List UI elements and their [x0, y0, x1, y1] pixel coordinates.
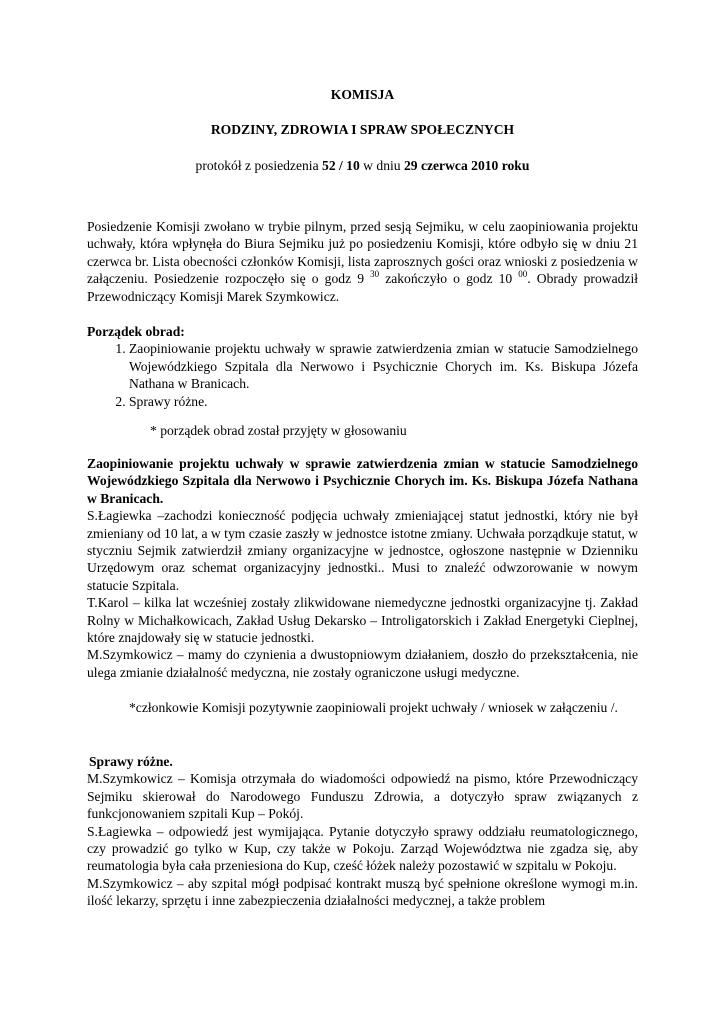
committee-name: RODZINY, ZDROWIA I SPRAW SPOŁECZNYCH: [210, 122, 515, 137]
section-heading: Zaopiniowanie projektu uchwały w sprawie zatwierdzenia zmian w statucie Samodzielnego Wojewódzkiego Szpitala dla Nerwowo i Psychicznie Chorych im. Ks. Biskupa Józefa Nathana w Branicach.: [87, 456, 638, 506]
start-time-minutes: 30: [370, 268, 380, 279]
agenda-item: 1. Zaopiniowanie projektu uchwały w sprawie zatwierdzenia zmian w statucie Samodzielnego Wojewódzkiego Szpitala dla Nerwowo i Psychicznie Chorych im. Ks. Biskupa Józefa Nathana w Branicach.: [129, 340, 638, 392]
statement-paragraph: M.Szymkowicz – aby szpital mógł podpisać kontrakt muszą być spełnione określone wymogi m.in. ilość lekarzy, sprzętu i inne zabezpieczenia działalności medycznej, a także problem: [87, 875, 638, 909]
intro-text-1: Posiedzenie Komisji zwołano w trybie pilnym, przed sesją Sejmiku, w celu zaopiniowania projektu uchwały, która wpłynęła do Biura Sejmiku już po posiedzeniu Komisji, które odbyło się w dniu 21 czerwca br. Lista obecności członków Komisji, lista zaprosznych gości oraz wnioski z posiedzenia w załączeniu. Posiedzenie rozpoczęło się o godz 9: [87, 219, 638, 287]
statement-paragraph: S.Łagiewka –zachodzi konieczność podjęcia uchwały zmieniającej statut jednostki, który nie był zmieniany od 10 lat, a w tym czasie zaszły w jednostce istotne zmiany. Uchwała porządkuje statut, w styczniu Sejmik zatwierdził zmiany organizacyjne w jednostce, ogłoszone następnie w Dzienniku Urzędowym oraz schemat organizacyjny jednostki.. Musi to znaleźć odwzorowanie w nowym statucie Szpitala.: [87, 508, 638, 593]
section-statute: [87, 455, 638, 717]
agenda: [87, 323, 638, 439]
protocol-mid: w dniu: [359, 158, 404, 173]
document-title: KOMISJA: [330, 87, 395, 102]
section-heading: Sprawy różne.: [89, 754, 173, 769]
section-other-matters: [87, 753, 638, 910]
agenda-item: 2. Sprawy różne.: [129, 393, 638, 410]
agenda-list: [87, 340, 638, 410]
protocol-date: 29 czerwca 2010 roku: [403, 158, 530, 173]
intro-paragraph: [87, 218, 638, 305]
agenda-note: * porządek obrad został przyjęty w głosowaniu: [150, 423, 407, 439]
statement-paragraph: M.Szymkowicz – mamy do czynienia a dwustopniowym działaniem, doszło do przekształcenia, nie ulega zmianie działalność medyczna, nie zostały ograniczone usługi medyczne.: [87, 647, 638, 680]
statement-paragraph: S.Łagiewka – odpowiedź jest wymijająca. Pytanie dotyczyło sprawy oddziału reumatologicznego, czy prowadzić go tylko w Kup, czy także w Pokoju. Zarząd Województwa nie zgadza się, aby reumatologia była cała przeniesiona do Kup, cześć łóżek należy pozostawić w szpitalu w Pokoju.: [87, 823, 638, 874]
protocol-number: 52 / 10: [322, 158, 360, 173]
protocol-line: [87, 158, 638, 174]
protocol-prefix: protokół z posiedzenia: [195, 158, 323, 173]
intro-text-3: . Obrady prowadził Przewodniczący Komisji Marek Szymkowicz.: [87, 271, 638, 304]
agenda-heading: Porządek obrad:: [87, 324, 185, 339]
opinion-note: *członkowie Komisji pozytywnie zaopiniowali projekt uchwały / wniosek w załączeniu /.: [129, 700, 618, 716]
statement-paragraph: T.Karol – kilka lat wcześniej zostały zlikwidowane niemedyczne jednostki organizacyjne tj. Zakład Rolny w Michałkowicach, Zakład Usług Dekarsko – Introligatorskich i Zakład Energetyki Cieplnej, które znajdowały się w statucie jednostki.: [87, 595, 638, 646]
intro-text-2: zakończyło o godz 10: [379, 271, 519, 287]
end-time-minutes: 00: [518, 268, 528, 279]
statement-paragraph: M.Szymkowicz – Komisja otrzymała do wiadomości odpowiedź na pismo, które Przewodniczący Sejmiku skierował do Narodowego Funduszu Zdrowia, a dotyczyło spraw związanych z funkcjonowaniem szpitali Kup – Pokój.: [87, 771, 638, 822]
